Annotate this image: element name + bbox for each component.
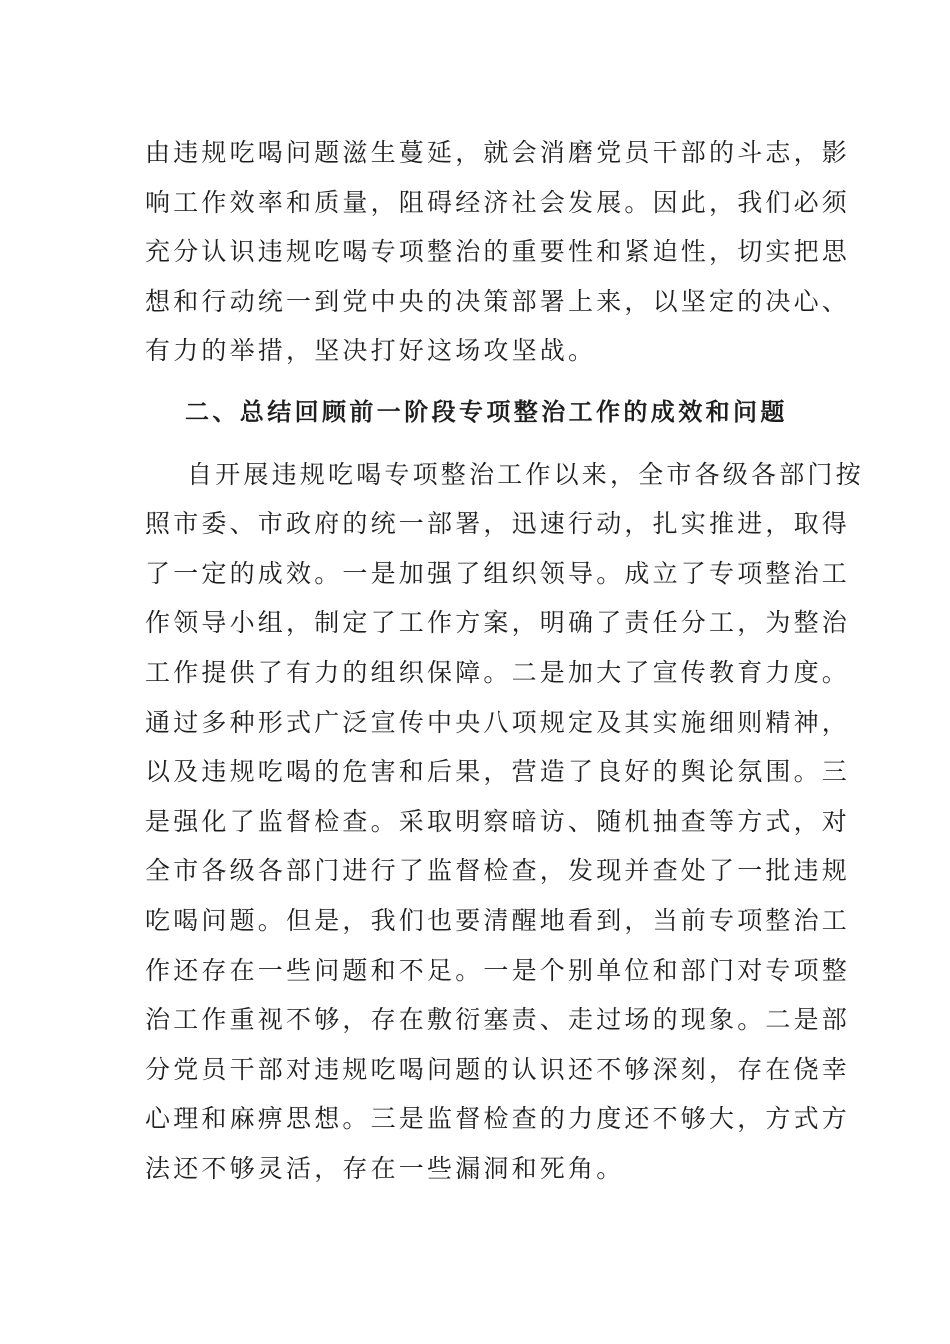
paragraph-line: 法还不够灵活，存在一些漏洞和死角。 [145,1153,625,1183]
paragraph-line: 心理和麻痹思想。三是监督检查的力度还不够大，方式方 [145,1104,851,1134]
document-body [145,128,864,1193]
paragraph-line: 以及违规吃喝的危害和后果，营造了良好的舆论氛围。三 [145,757,851,787]
paragraph-line: 工作提供了有力的组织保障。二是加大了宣传教育力度。 [145,657,851,687]
paragraph-line: 照市委、市政府的统一部署，迅速行动，扎实推进，取得 [145,509,851,539]
paragraph-line: 有力的举措，坚决打好这场攻坚战。 [145,336,597,366]
paragraph-line: 想和行动统一到党中央的决策部署上来，以坚定的决心、 [145,286,851,316]
paragraph-line: 作还存在一些问题和不足。一是个别单位和部门对专项整 [145,955,851,985]
paragraph-line: 通过多种形式广泛宣传中央八项规定及其实施细则精神， [145,707,851,737]
paragraph-line: 自开展违规吃喝专项整治工作以来，全市各级各部门按 [187,459,864,489]
paragraph-line: 响工作效率和质量，阻碍经济社会发展。因此，我们必须 [145,187,851,217]
paragraph-line: 是强化了监督检查。采取明察暗访、随机抽查等方式，对 [145,806,851,836]
paragraph-line: 了一定的成效。一是加强了组织领导。成立了专项整治工 [145,558,851,588]
paragraph-line: 分党员干部对违规吃喝问题的认识还不够深刻，存在侥幸 [145,1054,851,1084]
paragraph-line: 作领导小组，制定了工作方案，明确了责任分工，为整治 [145,608,851,638]
section-heading: 二、总结回顾前一阶段专项整治工作的成效和问题 [185,397,788,426]
paragraph-line: 吃喝问题。但是，我们也要清醒地看到，当前专项整治工 [145,905,851,935]
spacer [145,438,805,450]
paragraph-1 [145,128,851,376]
paragraph-line: 由违规吃喝问题滋生蔓延，就会消磨党员干部的斗志，影 [145,138,851,167]
spacer [145,376,805,388]
paragraph-line: 全市各级各部门进行了监督检查，发现并查处了一批违规 [145,856,851,886]
paragraph-2 [145,450,864,1194]
paragraph-line: 充分认识违规吃喝专项整治的重要性和紧迫性，切实把思 [145,237,851,267]
paragraph-line: 治工作重视不够，存在敷衍塞责、走过场的现象。二是部 [145,1005,851,1035]
